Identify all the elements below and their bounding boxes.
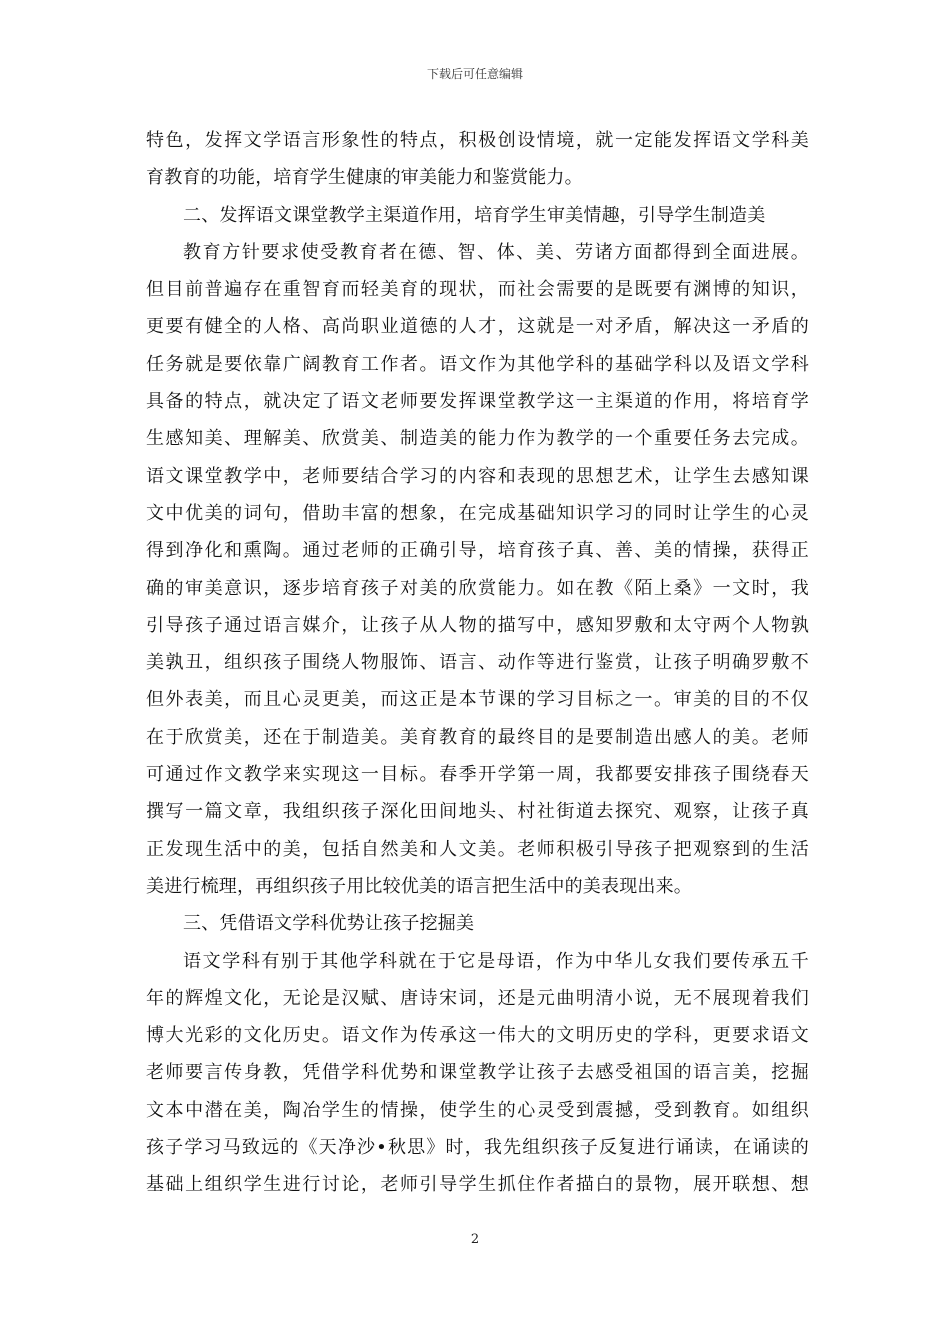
text-line: 具备的特点，就决定了语文老师要发挥课堂教学这一主渠道的作用，将培育学 — [146, 391, 809, 413]
text-line: 文本中潜在美，陶冶学生的情操，使学生的心灵受到震撼，受到教育。如组织 — [146, 1099, 809, 1121]
page-number: 2 — [470, 1232, 480, 1247]
text-line: 生感知美、理解美、欣赏美、制造美的能力作为教学的一个重要任务去完成。 — [146, 428, 809, 450]
text-line: 可通过作文教学来实现这一目标。春季开学第一周，我都要安排孩子围绕春天 — [146, 764, 809, 786]
text-line: 特色，发挥文学语言形象性的特点，积极创设情境，就一定能发挥语文学科美 — [146, 130, 809, 151]
text-line: 文中优美的词句，借助丰富的想象，在完成基础知识学习的同时让学生的心灵 — [146, 502, 809, 524]
text-line: 基础上组织学生进行讨论，老师引导学生抓住作者描白的景物，展开联想、想 — [146, 1174, 809, 1196]
text-line: 确的审美意识，逐步培育孩子对美的欣赏能力。如在教《陌上桑》一文时，我 — [146, 577, 809, 599]
text-line: 语文学科有别于其他学科就在于它是母语，作为中华儿女我们要传承五千 — [183, 950, 809, 972]
text-line: 撰写一篇文章，我组织孩子深化田间地头、村社街道去探究、观察，让孩子真 — [146, 801, 809, 823]
text-line: 孩子学习马致远的《天净沙•秋思》时，我先组织孩子反复进行诵读，在诵读的 — [146, 1137, 809, 1159]
text-line: 但外表美，而且心灵更美，而这正是本节课的学习目标之一。审美的目的不仅 — [146, 689, 809, 711]
text-line: 正发现生活中的美，包括自然美和人文美。老师积极引导孩子把观察到的生活 — [146, 838, 809, 860]
text-line: 教育方针要求使受教育者在德、智、体、美、劳诸方面都得到全面进展。 — [183, 241, 809, 263]
text-line: 语文课堂教学中，老师要结合学习的内容和表现的思想艺术，让学生去感知课 — [146, 465, 809, 487]
text-line: 三、凭借语文学科优势让孩子挖掘美 — [183, 913, 475, 935]
text-line: 引导孩子通过语言媒介，让孩子从人物的描写中，感知罗敷和太守两个人物孰 — [146, 614, 809, 636]
text-line: 博大光彩的文化历史。语文作为传承这一伟大的文明历史的学科，更要求语文 — [146, 1025, 809, 1047]
text-line: 得到净化和熏陶。通过老师的正确引导，培育孩子真、善、美的情操，获得正 — [146, 540, 809, 562]
text-line: 美孰丑，组织孩子围绕人物服饰、语言、动作等进行鉴赏，让孩子明确罗敷不 — [146, 652, 809, 674]
text-line: 美进行梳理，再组织孩子用比较优美的语言把生活中的美表现出来。 — [146, 875, 692, 897]
text-line: 在于欣赏美，还在于制造美。美育教育的最终目的是要制造出感人的美。老师 — [146, 726, 809, 748]
text-line: 更要有健全的人格、高尚职业道德的人才，这就是一对矛盾，解决这一矛盾的 — [146, 316, 809, 338]
document-body — [146, 122, 809, 1204]
text-line: 育教育的功能，培育学生健康的审美能力和鉴赏能力。 — [146, 167, 583, 189]
text-line: 但目前普遍存在重智育而轻美育的现状，而社会需要的是既要有渊博的知识， — [146, 279, 809, 301]
page-header: 下载后可任意编辑 — [426, 67, 523, 81]
text-line: 年的辉煌文化，无论是汉赋、唐诗宋词，还是元曲明清小说，无不展现着我们 — [146, 987, 809, 1009]
text-line: 任务就是要依靠广阔教育工作者。语文作为其他学科的基础学科以及语文学科 — [146, 353, 809, 375]
text-line: 二、发挥语文课堂教学主渠道作用，培育学生审美情趣，引导学生制造美 — [183, 204, 766, 226]
text-line: 老师要言传身教，凭借学科优势和课堂教学让孩子去感受祖国的语言美，挖掘 — [146, 1062, 809, 1084]
